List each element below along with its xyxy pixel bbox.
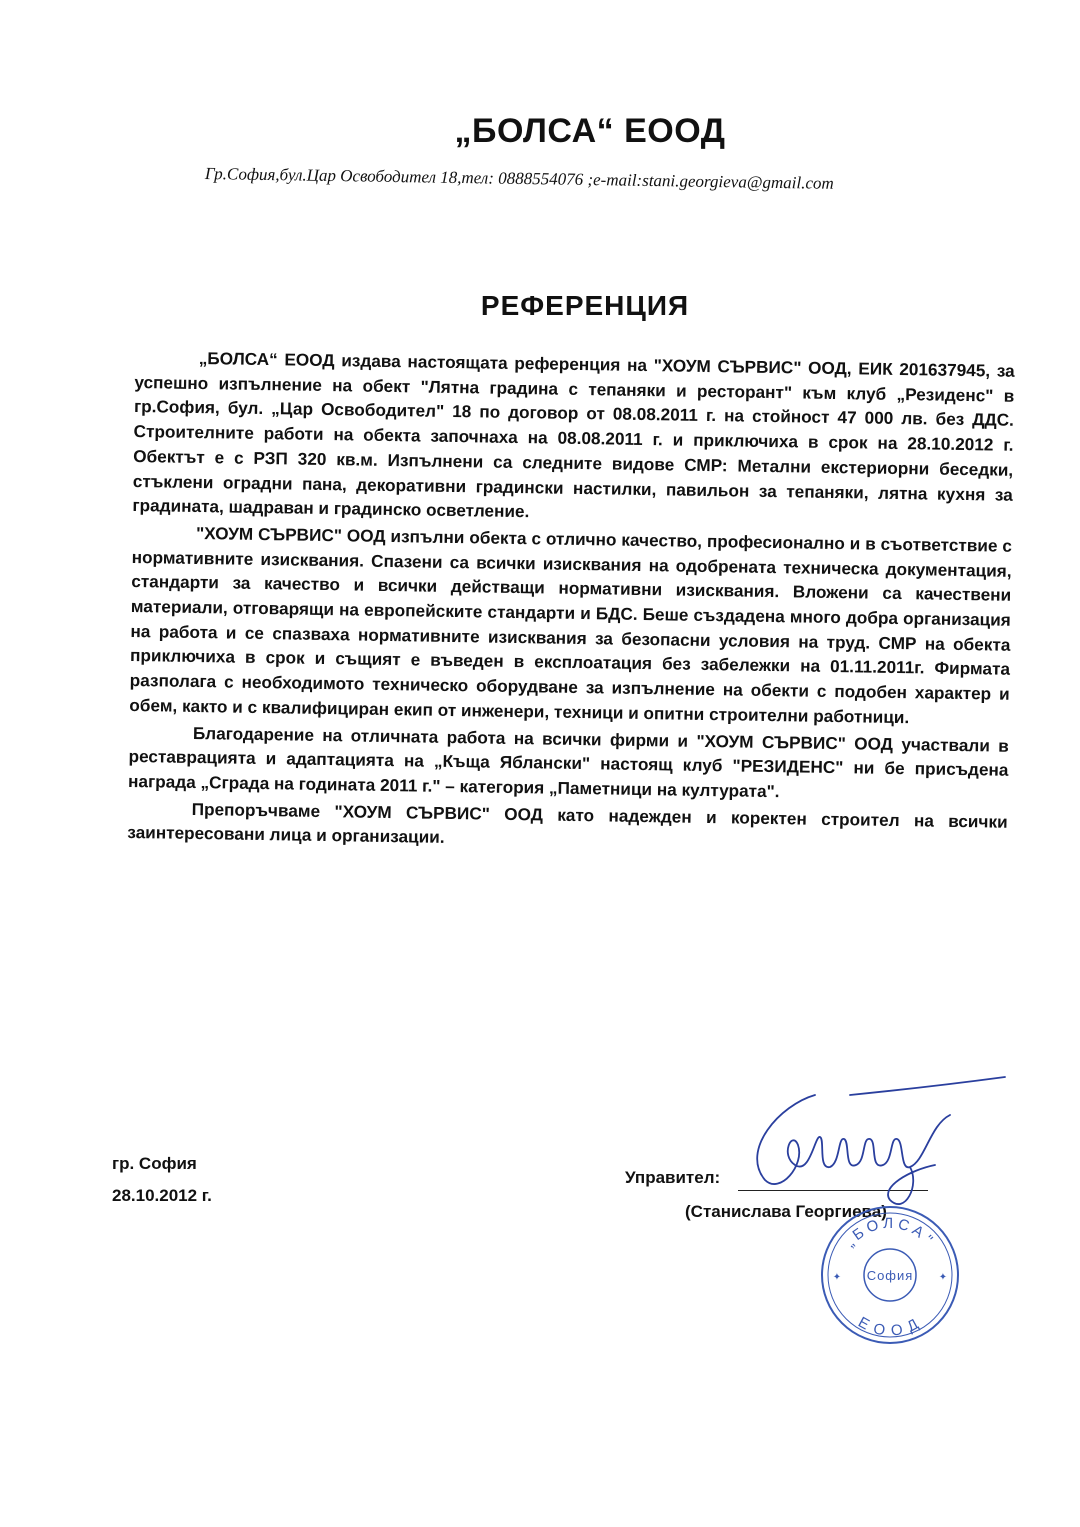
paragraph-3: Благодарение на отличната работа на всички фирми и "ХОУМ СЪРВИС" ООД участвали в реставрацията и адаптацията на „Къща Яблански" настоящ клуб "РЕЗИДЕНС" ни бе присъдена награда „Сграда на годината 2011 г." – категория „Паметници на културата". (127, 722, 1009, 802)
stamp-top-text: „БОЛСА" (841, 1214, 939, 1251)
place: гр. София (112, 1154, 197, 1173)
place-and-date (112, 1148, 212, 1212)
paragraph-1: „БОЛСА“ ЕООД издава настоящата референция на "ХОУМ СЪРВИС" ООД, ЕИК 201637945, за успешно изпълнение на обект "Лятна градина с тепаняки и ресторант" към клуб „Резиденс" в гр.София, бул. „Цар Освободител" 18 по договор от 08.08.2011 г. на стойност 47 000 лв. без ДДС. Строителните работи на обекта започнаха на 08.08.2011 г. и приключиха в срок на 28.10.2012 г. Обектът е с РЗП 320 кв.м. Изпълнени са следните видове СМР: Метални екстериорни беседки, стъклени оградни пана, декоративни градински настилки, павильон за тепаняки, лятна кухня за градината, шадраван и градинско осветление. (132, 348, 1015, 522)
paragraph-4: Препоръчваме "ХОУМ СЪРВИС" ООД като надежден и коректен строител на всички заинтересовани лица и организации. (127, 798, 1008, 848)
company-address: Гр.София,бул.Цар Освободител 18,тел: 0888554076 ;e-mail:stani.georgieva@gmail.com (204, 164, 834, 193)
signer-name: (Станислава Георгиева) (685, 1202, 887, 1221)
stamp-bottom-text: ЕООД (855, 1313, 925, 1340)
stamp-star-right-icon: ✦ (938, 1272, 948, 1283)
letter-body (127, 345, 1015, 859)
signer-role: Управител: (625, 1168, 721, 1187)
paragraph-2: "ХОУМ СЪРВИС" ООД изпълни обекта с отлично качество, професионално и в съответствие с нормативните изисквания. Спазени са всички изисквания на одобрената техническа документация, стандарти за качество и всички действащи нормативни изисквания. Вложени са качествени материали, отговарящи на европейските стандарти и БДС. Беше създадена много добра организация на работа и се спазваха нормативните изисквания за безопасни условия на труд. СМР на обекта приключиха в срок и същият е въведен в експлоатация без забележки на 01.11.2011г. Фирмата разполага с необходимото техническо оборудване за изпълнение на обекти с подобен характер и обем, както и с квалифициран екип от инженери, техници и опитни строителни работници. (129, 522, 1013, 728)
stamp-star-left-icon: ✦ (832, 1272, 842, 1283)
document-title: РЕФЕРЕНЦИЯ (480, 290, 690, 321)
date: 28.10.2012 г. (112, 1186, 212, 1205)
handwritten-signature (720, 1075, 1020, 1225)
company-name: „БОЛСА“ ЕООД (454, 112, 726, 150)
stamp-center-text: София (866, 1268, 914, 1283)
